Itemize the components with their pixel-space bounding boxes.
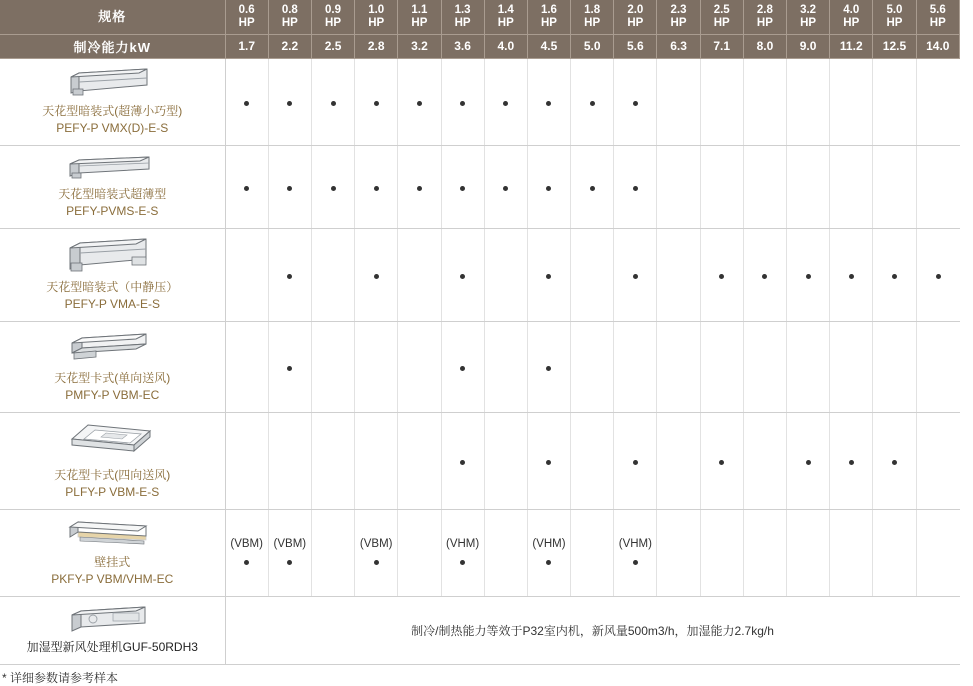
availability-cell (398, 228, 441, 321)
table-row (0, 321, 960, 412)
availability-cell (830, 145, 873, 228)
header-kw-7: 4.5 (527, 34, 570, 58)
availability-cell (830, 509, 873, 596)
availability-cell (398, 412, 441, 509)
table-row (0, 58, 960, 145)
availability-cell (614, 509, 657, 596)
availability-cell (355, 321, 398, 412)
availability-cell (398, 321, 441, 412)
header-kw-4: 3.2 (398, 34, 441, 58)
availability-cell (830, 321, 873, 412)
header-hp-9: 2.0 HP (614, 0, 657, 34)
available-dot-icon (331, 186, 336, 191)
header-hp-12: 2.8 HP (743, 0, 786, 34)
availability-cell (225, 412, 268, 509)
available-dot-icon (633, 274, 638, 279)
table-header-hp-row (0, 0, 960, 34)
variant-tag: (VHM) (532, 538, 566, 550)
availability-cell (441, 145, 484, 228)
variant-tag: (VHM) (445, 538, 480, 550)
header-kw-11: 7.1 (700, 34, 743, 58)
available-dot-icon (719, 274, 724, 279)
table-row (0, 412, 960, 509)
availability-cell (527, 58, 570, 145)
header-hp-5: 1.3 HP (441, 0, 484, 34)
header-spec-label: 规格 (0, 0, 225, 34)
table-row (0, 145, 960, 228)
availability-cell (700, 58, 743, 145)
availability-cell (743, 228, 786, 321)
header-kw-15: 12.5 (873, 34, 916, 58)
availability-cell (527, 509, 570, 596)
product-name-line1: 天花型暗装式(超薄小巧型) (42, 103, 183, 118)
availability-cell (311, 58, 354, 145)
product-name (4, 103, 221, 137)
available-dot-icon (460, 560, 465, 565)
header-hp-0: 0.6 HP (225, 0, 268, 34)
variant-tag: (VBM) (359, 538, 393, 550)
availability-cell (441, 509, 484, 596)
four-way-cassette-icon (4, 419, 221, 463)
ducted-mid-static-unit-icon (4, 235, 221, 275)
availability-cell (398, 58, 441, 145)
available-dot-icon (590, 186, 595, 191)
available-dot-icon (590, 101, 595, 106)
availability-cell (225, 145, 268, 228)
available-dot-icon (244, 186, 249, 191)
available-dot-icon (460, 101, 465, 106)
availability-cell (311, 412, 354, 509)
availability-cell (484, 228, 527, 321)
header-kw-5: 3.6 (441, 34, 484, 58)
product-model: PEFY-P VMA-E-S (64, 296, 160, 311)
product-name (4, 554, 221, 588)
availability-cell (225, 509, 268, 596)
availability-cell (311, 509, 354, 596)
available-dot-icon (460, 274, 465, 279)
table-row (0, 228, 960, 321)
table-body (0, 58, 960, 664)
availability-cell (787, 228, 830, 321)
product-cell (0, 412, 225, 509)
availability-cell (355, 509, 398, 596)
availability-cell (225, 228, 268, 321)
availability-cell (441, 412, 484, 509)
product-model: PEFY-PVMS-E-S (66, 203, 159, 218)
availability-cell (614, 412, 657, 509)
product-name: 加湿型新风处理机GUF-50RDH3 (26, 639, 198, 654)
availability-cell (700, 145, 743, 228)
availability-cell (614, 145, 657, 228)
available-dot-icon (633, 186, 638, 191)
header-hp-14: 4.0 HP (830, 0, 873, 34)
product-cell (0, 145, 225, 228)
availability-cell (527, 412, 570, 509)
available-dot-icon (244, 101, 249, 106)
available-dot-icon (633, 560, 638, 565)
availability-cell (484, 412, 527, 509)
capacity-note: 制冷/制热能力等效于P32室内机，新风量500m3/h，加湿能力2.7kg/h (225, 596, 959, 664)
available-dot-icon (287, 101, 292, 106)
availability-cell (743, 321, 786, 412)
availability-cell (614, 321, 657, 412)
available-dot-icon (633, 460, 638, 465)
product-name (4, 186, 221, 220)
header-hp-6: 1.4 HP (484, 0, 527, 34)
availability-cell (830, 58, 873, 145)
availability-cell (355, 412, 398, 509)
available-dot-icon (546, 460, 551, 465)
header-kw-13: 9.0 (787, 34, 830, 58)
availability-cell (484, 145, 527, 228)
available-dot-icon (806, 460, 811, 465)
header-hp-2: 0.9 HP (311, 0, 354, 34)
available-dot-icon (287, 186, 292, 191)
table-row (0, 596, 960, 664)
variant-tag: (VBM) (230, 538, 263, 550)
product-name-line1: 天花型卡式(四向送风) (54, 467, 171, 482)
availability-cell (830, 228, 873, 321)
availability-cell (916, 145, 959, 228)
product-model: PMFY-P VBM-EC (65, 387, 160, 402)
availability-cell (355, 145, 398, 228)
table-row (0, 509, 960, 596)
availability-cell (268, 228, 311, 321)
wall-mounted-unit-icon (4, 516, 221, 550)
availability-cell (787, 321, 830, 412)
product-cell (0, 58, 225, 145)
available-dot-icon (806, 274, 811, 279)
availability-cell (311, 145, 354, 228)
availability-cell (873, 58, 916, 145)
availability-cell (398, 509, 441, 596)
available-dot-icon (849, 274, 854, 279)
availability-cell (614, 228, 657, 321)
header-hp-4: 1.1 HP (398, 0, 441, 34)
availability-cell (873, 321, 916, 412)
available-dot-icon (546, 186, 551, 191)
product-name-line1: 天花型暗装式超薄型 (58, 186, 167, 201)
availability-cell (614, 58, 657, 145)
product-model: PKFY-P VBM/VHM-EC (51, 571, 174, 586)
availability-cell (571, 145, 614, 228)
availability-cell (743, 145, 786, 228)
available-dot-icon (762, 274, 767, 279)
availability-cell (657, 228, 700, 321)
header-kw-16: 14.0 (916, 34, 959, 58)
availability-cell (787, 145, 830, 228)
availability-cell (571, 58, 614, 145)
availability-cell (830, 412, 873, 509)
available-dot-icon (460, 460, 465, 465)
availability-cell (355, 58, 398, 145)
product-cell (0, 509, 225, 596)
available-dot-icon (546, 366, 551, 371)
availability-cell (873, 412, 916, 509)
availability-cell (873, 228, 916, 321)
availability-cell (657, 509, 700, 596)
product-name (4, 467, 221, 501)
available-dot-icon (633, 101, 638, 106)
availability-cell (268, 412, 311, 509)
availability-cell (571, 412, 614, 509)
availability-cell (398, 145, 441, 228)
availability-cell (916, 321, 959, 412)
table-header-kw-row (0, 34, 960, 58)
availability-cell (311, 321, 354, 412)
available-dot-icon (849, 460, 854, 465)
availability-cell (657, 58, 700, 145)
available-dot-icon (374, 560, 379, 565)
available-dot-icon (460, 186, 465, 191)
available-dot-icon (936, 274, 941, 279)
available-dot-icon (503, 186, 508, 191)
header-kw-0: 1.7 (225, 34, 268, 58)
header-hp-7: 1.6 HP (527, 0, 570, 34)
available-dot-icon (892, 460, 897, 465)
header-kw-9: 5.6 (614, 34, 657, 58)
header-hp-1: 0.8 HP (268, 0, 311, 34)
availability-cell (311, 228, 354, 321)
fresh-air-processing-unit-icon (4, 603, 221, 635)
header-kw-8: 5.0 (571, 34, 614, 58)
availability-cell (916, 228, 959, 321)
availability-cell (743, 509, 786, 596)
availability-cell (268, 321, 311, 412)
available-dot-icon (546, 101, 551, 106)
available-dot-icon (374, 274, 379, 279)
available-dot-icon (417, 186, 422, 191)
header-kw-1: 2.2 (268, 34, 311, 58)
header-hp-10: 2.3 HP (657, 0, 700, 34)
availability-cell (441, 228, 484, 321)
header-hp-11: 2.5 HP (700, 0, 743, 34)
product-model: PLFY-P VBM-E-S (65, 484, 160, 499)
availability-cell (787, 509, 830, 596)
availability-cell (787, 58, 830, 145)
availability-cell (700, 509, 743, 596)
availability-cell (657, 412, 700, 509)
availability-cell (268, 509, 311, 596)
product-name (4, 279, 221, 313)
available-dot-icon (503, 101, 508, 106)
availability-cell (527, 145, 570, 228)
availability-cell (571, 321, 614, 412)
product-name-line1: 壁挂式 (94, 554, 131, 569)
available-dot-icon (374, 101, 379, 106)
availability-cell (484, 58, 527, 145)
one-way-cassette-icon (4, 328, 221, 366)
product-name-line1: 天花型暗装式（中静压） (46, 279, 179, 294)
product-cell (0, 228, 225, 321)
ducted-slim-unit-icon (4, 65, 221, 99)
availability-cell (571, 509, 614, 596)
available-dot-icon (244, 560, 249, 565)
available-dot-icon (287, 274, 292, 279)
availability-cell (700, 412, 743, 509)
availability-cell (743, 412, 786, 509)
header-kw-3: 2.8 (355, 34, 398, 58)
availability-cell (441, 58, 484, 145)
available-dot-icon (546, 560, 551, 565)
available-dot-icon (892, 274, 897, 279)
product-model: PEFY-P VMX(D)-E-S (56, 120, 169, 135)
availability-cell (225, 58, 268, 145)
availability-cell (657, 145, 700, 228)
header-kw-2: 2.5 (311, 34, 354, 58)
header-kw-10: 6.3 (657, 34, 700, 58)
ducted-ultra-slim-unit-icon (4, 152, 221, 182)
availability-cell (225, 321, 268, 412)
header-hp-3: 1.0 HP (355, 0, 398, 34)
variant-tag: (VBM) (273, 538, 307, 550)
available-dot-icon (719, 460, 724, 465)
availability-cell (916, 412, 959, 509)
availability-cell (527, 228, 570, 321)
available-dot-icon (460, 366, 465, 371)
available-dot-icon (287, 366, 292, 371)
header-hp-16: 5.6 HP (916, 0, 959, 34)
available-dot-icon (417, 101, 422, 106)
available-dot-icon (374, 186, 379, 191)
availability-cell (268, 145, 311, 228)
availability-cell (700, 228, 743, 321)
availability-cell (873, 509, 916, 596)
header-kw-14: 11.2 (830, 34, 873, 58)
availability-cell (657, 321, 700, 412)
availability-cell (355, 228, 398, 321)
product-cell (0, 596, 225, 664)
header-capacity-label: 制冷能力kW (0, 34, 225, 58)
header-hp-8: 1.8 HP (571, 0, 614, 34)
availability-cell (527, 321, 570, 412)
available-dot-icon (331, 101, 336, 106)
availability-cell (571, 228, 614, 321)
availability-cell (700, 321, 743, 412)
availability-cell (916, 509, 959, 596)
availability-cell (916, 58, 959, 145)
header-kw-6: 4.0 (484, 34, 527, 58)
availability-cell (441, 321, 484, 412)
available-dot-icon (287, 560, 292, 565)
product-name (4, 370, 221, 404)
product-cell (0, 321, 225, 412)
header-hp-15: 5.0 HP (873, 0, 916, 34)
availability-cell (743, 58, 786, 145)
header-kw-12: 8.0 (743, 34, 786, 58)
available-dot-icon (546, 274, 551, 279)
footnote: * 详细参数请参考样本 (2, 670, 119, 685)
product-name-line1: 天花型卡式(单向送风) (54, 370, 171, 385)
availability-cell (873, 145, 916, 228)
availability-cell (268, 58, 311, 145)
header-hp-13: 3.2 HP (787, 0, 830, 34)
variant-tag: (VHM) (618, 538, 652, 550)
availability-cell (484, 509, 527, 596)
availability-cell (484, 321, 527, 412)
availability-cell (787, 412, 830, 509)
